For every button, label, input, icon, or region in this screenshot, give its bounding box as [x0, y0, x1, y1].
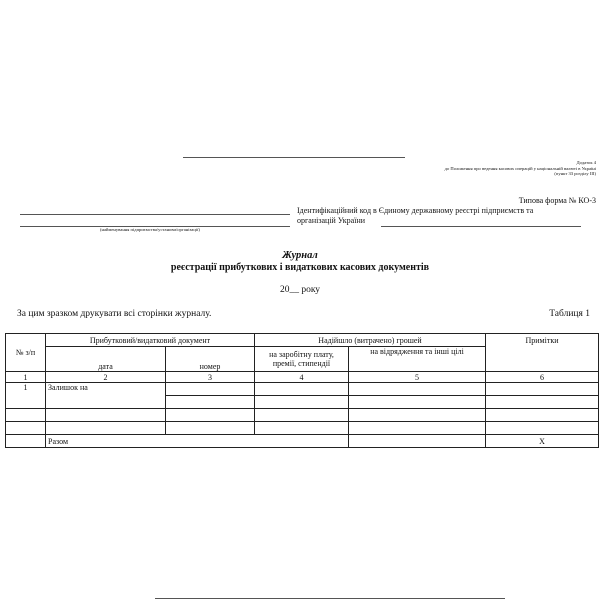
header-number: номер	[166, 347, 255, 372]
header-salary: на заробітну плату, премії, стипендії	[255, 347, 349, 372]
table-cell	[486, 383, 599, 396]
table-cell	[349, 435, 486, 448]
bottom-line	[155, 598, 505, 599]
org-name-line-1	[20, 214, 290, 215]
header-notes: Примітки	[486, 334, 599, 372]
table-cell	[486, 422, 599, 435]
colnum-cell: 5	[349, 372, 486, 383]
colnum-cell: 1	[6, 372, 46, 383]
appendix-line-1: Додаток 4	[576, 160, 596, 165]
table-label: Таблиця 1	[549, 309, 590, 319]
total-mark: Х	[486, 435, 599, 448]
id-code-label	[297, 206, 597, 226]
table-cell	[166, 409, 255, 422]
table-cell	[486, 409, 599, 422]
table-row	[6, 383, 599, 396]
header-num: № з/п	[6, 334, 46, 372]
colnum-cell: 3	[166, 372, 255, 383]
table-cell	[6, 422, 46, 435]
top-line	[183, 157, 405, 158]
id-code-line-2: організацій України	[297, 216, 366, 225]
table-cell	[349, 409, 486, 422]
journal-table	[5, 333, 599, 448]
table-cell	[46, 422, 166, 435]
total-label: Разом	[46, 435, 349, 448]
table-cell	[6, 435, 46, 448]
colnum-cell: 6	[486, 372, 599, 383]
table-cell	[255, 422, 349, 435]
balance-label: Залишок на	[46, 383, 166, 409]
id-code-field-line	[381, 226, 581, 227]
appendix-line-2: до Положення про ведення касових операцій у національній валюті в Україні	[444, 165, 596, 171]
form-type: Типова форма № КО-3	[518, 196, 596, 205]
table-cell	[486, 396, 599, 409]
table-row	[6, 422, 599, 435]
header-document: Прибутковий/видатковий документ	[46, 334, 255, 347]
table-cell	[166, 422, 255, 435]
table-cell	[349, 383, 486, 396]
table-cell	[166, 396, 255, 409]
appendix-block	[336, 160, 596, 177]
print-note: За цим зразком друкувати всі сторінки журналу.	[17, 309, 212, 319]
table-cell	[349, 422, 486, 435]
table-cell	[255, 409, 349, 422]
total-row	[6, 435, 599, 448]
colnum-cell: 4	[255, 372, 349, 383]
header-money: Надійшло (витрачено) грошей	[255, 334, 486, 347]
colnum-cell: 2	[46, 372, 166, 383]
year-line: 20__ року	[279, 285, 321, 295]
column-number-row	[6, 372, 599, 383]
table-cell	[349, 396, 486, 409]
header-travel: на відрядження та інші цілі	[349, 347, 486, 372]
table-cell	[166, 383, 255, 396]
id-code-line-1: Ідентифікаційний код в Єдиному державному реєстрі підприємств та	[297, 206, 534, 215]
table-cell	[6, 409, 46, 422]
table-cell	[255, 396, 349, 409]
journal-subtitle: реєстрації прибуткових і видаткових касових документів	[170, 262, 430, 273]
row-num: 1	[6, 383, 46, 409]
table-cell	[46, 409, 166, 422]
header-date: дата	[46, 347, 166, 372]
org-caption: (найменування підприємства/установи/організації)	[100, 227, 200, 232]
appendix-line-3: (пункт 33 розділу ІІІ)	[554, 171, 596, 177]
table-cell	[255, 383, 349, 396]
table-row	[6, 409, 599, 422]
journal-title: Журнал	[282, 250, 318, 261]
